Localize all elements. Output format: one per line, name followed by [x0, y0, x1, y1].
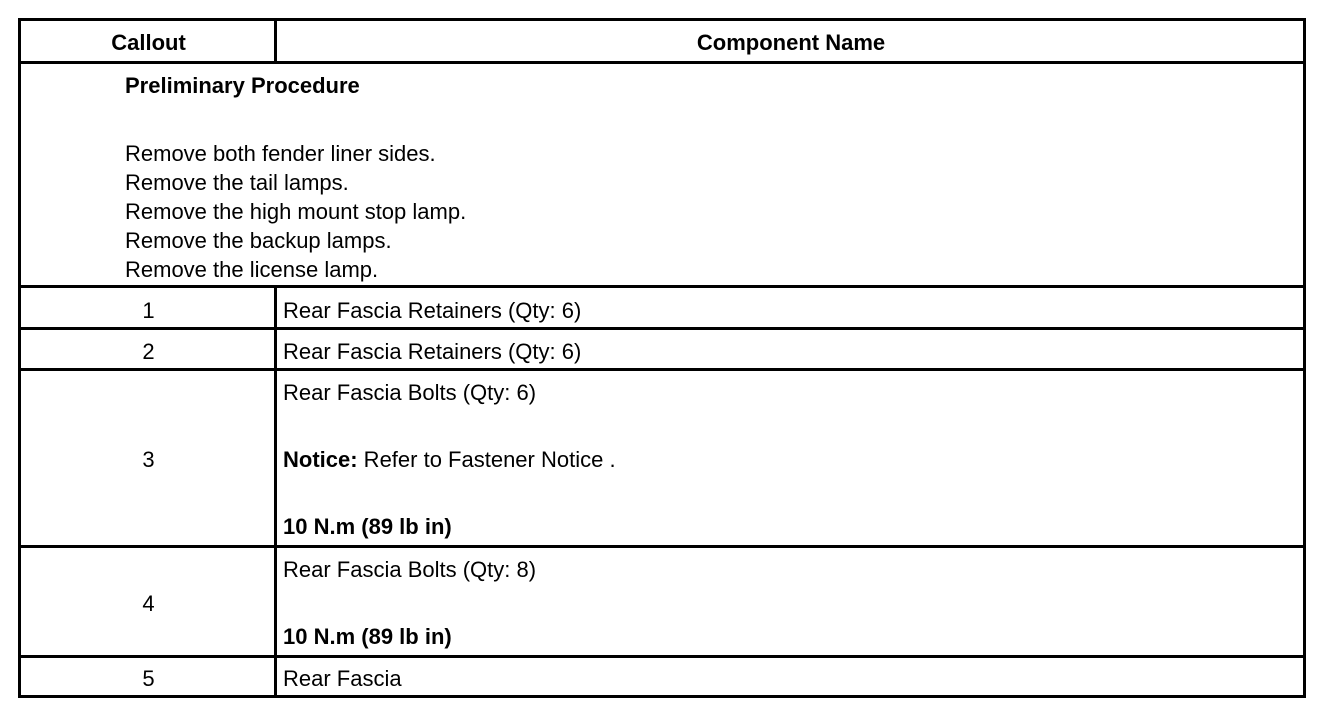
notice-text: Refer to Fastener Notice . — [357, 447, 616, 472]
row-divider — [21, 545, 1303, 548]
callout-number: 4 — [142, 591, 155, 616]
notice-label: Notice: — [283, 447, 358, 472]
preliminary-step: Remove the high mount stop lamp. — [125, 199, 467, 224]
torque-spec: 10 N.m (89 lb in) — [283, 514, 452, 539]
component-name: Rear Fascia Retainers (Qty: 6) — [283, 298, 582, 323]
component-name: Rear Fascia Retainers (Qty: 6) — [283, 339, 582, 364]
callout-number: 3 — [142, 447, 155, 472]
column-divider — [274, 21, 277, 62]
row-divider — [21, 655, 1303, 658]
preliminary-step: Remove the backup lamps. — [125, 228, 392, 253]
preliminary-title: Preliminary Procedure — [125, 73, 360, 98]
component-name: Rear Fascia — [283, 666, 402, 691]
notice-line — [283, 446, 616, 474]
component-table — [18, 18, 1306, 698]
row-divider — [21, 61, 1303, 64]
row-divider — [21, 285, 1303, 288]
callout-number: 5 — [142, 666, 155, 691]
header-component-name: Component Name — [696, 30, 886, 55]
component-name: Rear Fascia Bolts (Qty: 8) — [283, 557, 537, 582]
preliminary-step: Remove the license lamp. — [125, 257, 379, 282]
callout-number: 2 — [142, 339, 155, 364]
row-divider — [21, 327, 1303, 330]
torque-spec: 10 N.m (89 lb in) — [283, 624, 452, 649]
callout-number: 1 — [142, 298, 155, 323]
preliminary-step: Remove both fender liner sides. — [125, 141, 436, 166]
header-callout: Callout — [111, 30, 186, 55]
row-divider — [21, 368, 1303, 371]
preliminary-step: Remove the tail lamps. — [125, 170, 349, 195]
component-name: Rear Fascia Bolts (Qty: 6) — [283, 380, 537, 405]
